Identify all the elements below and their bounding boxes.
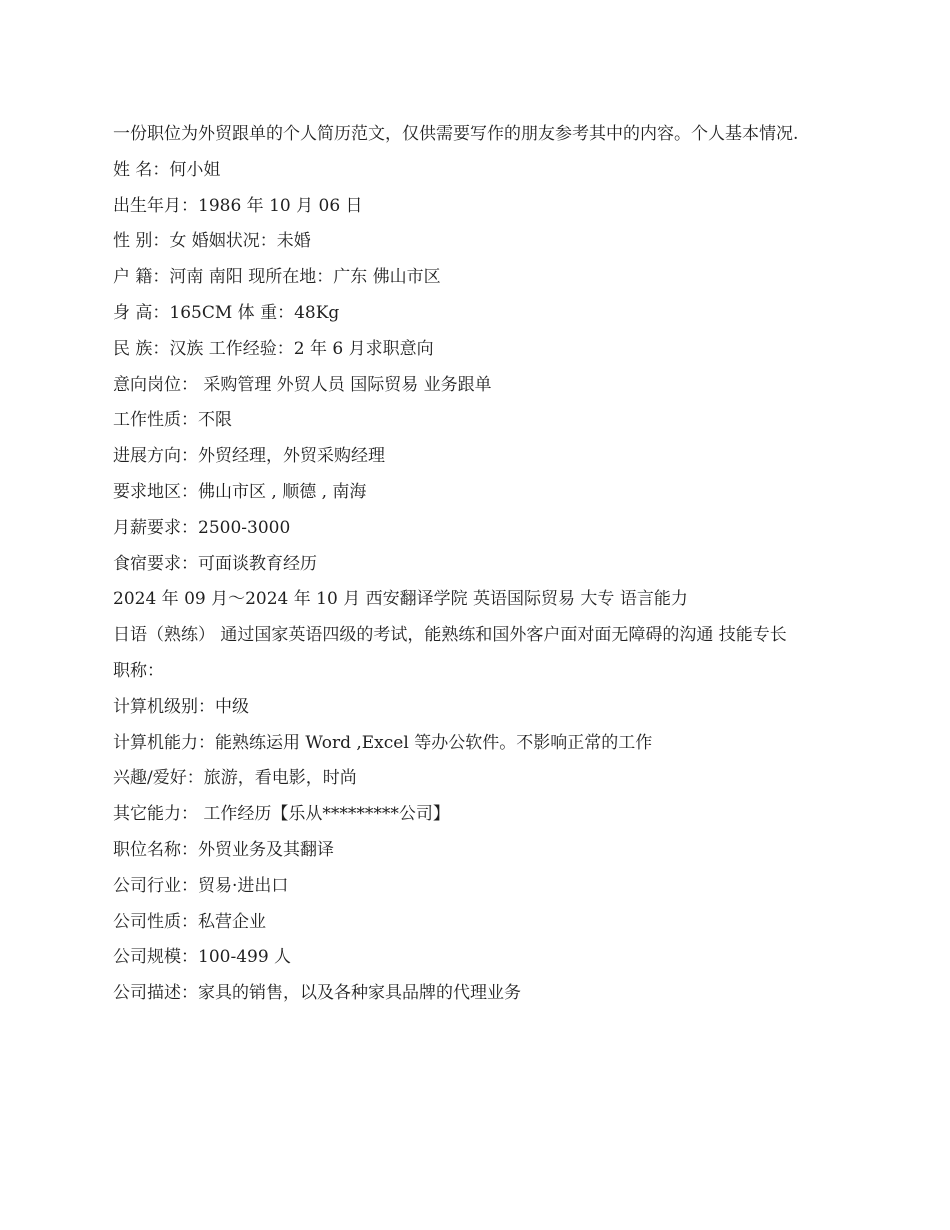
name-line: 姓 名：何小姐 — [113, 159, 221, 180]
desired-area-line: 要求地区：佛山市区 , 顺德 , 南海 — [113, 481, 367, 502]
company-description-line: 公司描述：家具的销售，以及各种家具品牌的代理业务 — [113, 983, 521, 1004]
company-size-line: 公司规模：100-499 人 — [113, 947, 292, 968]
hobbies-line: 兴趣/爱好：旅游，看电影，时尚 — [113, 768, 357, 789]
language-ability-line: 日语（熟练） 通过国家英语四级的考试，能熟练和国外客户面对面无障碍的沟通 技能专长 — [113, 625, 787, 646]
height-weight-line: 身 高：165CM 体 重：48Kg — [113, 302, 340, 323]
job-title-line: 职位名称：外贸业务及其翻译 — [113, 839, 334, 860]
title-line: 职称： — [113, 660, 164, 681]
other-abilities-line: 其它能力： 工作经历【乐从*********公司】 — [113, 804, 450, 825]
resume-content — [113, 123, 840, 1018]
company-type-line: 公司性质：私营企业 — [113, 911, 266, 932]
ethnicity-experience-line: 民 族：汉族 工作经验：2 年 6 月求职意向 — [113, 338, 434, 359]
accommodation-line: 食宿要求：可面谈教育经历 — [113, 553, 317, 574]
computer-level-line: 计算机级别：中级 — [113, 696, 249, 717]
gender-marital-line: 性 别：女 婚姻状况：未婚 — [113, 231, 311, 252]
intro-paragraph: 一份职位为外贸跟单的个人简历范文，仅供需要写作的朋友参考其中的内容。个人基本情况. — [113, 124, 799, 144]
salary-line: 月薪要求：2500-3000 — [113, 517, 291, 538]
computer-skills-line: 计算机能力：能熟练运用 Word ,Excel 等办公软件。不影响正常的工作 — [113, 732, 653, 753]
education-line: 2024 年 09 月～2024 年 10 月 西安翻译学院 英语国际贸易 大专 语言能力 — [113, 589, 688, 610]
career-direction-line: 进展方向：外贸经理，外贸采购经理 — [113, 446, 385, 467]
job-type-line: 工作性质：不限 — [113, 410, 232, 431]
desired-position-line: 意向岗位： 采购管理 外贸人员 国际贸易 业务跟单 — [113, 374, 492, 395]
residence-line: 户 籍：河南 南阳 现所在地：广东 佛山市区 — [113, 267, 441, 288]
birth-date-line: 出生年月：1986 年 10 月 06 日 — [113, 195, 363, 216]
company-industry-line: 公司行业：贸易·进出口 — [113, 875, 289, 896]
